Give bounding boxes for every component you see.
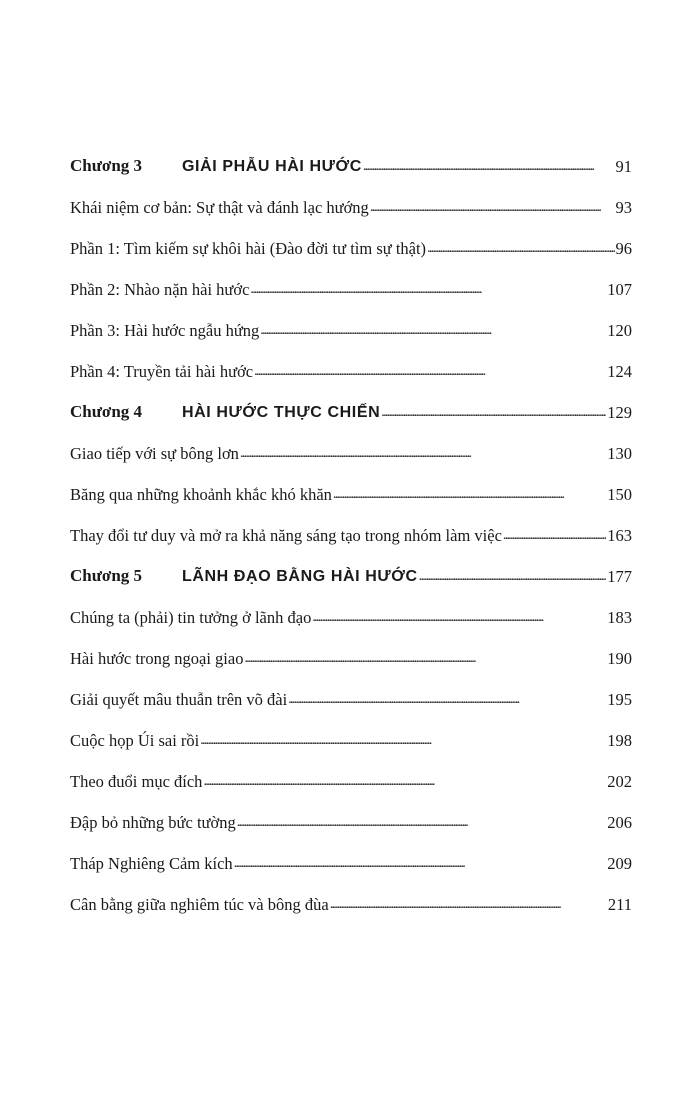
chapter-number: Chương 3: [70, 156, 143, 175]
dot-leader: [254, 362, 606, 382]
toc-entry-row: [70, 427, 632, 468]
toc-entry-title: Thay đổi tư duy và mở ra khả năng sáng tạo trong nhóm làm việc: [70, 526, 502, 545]
toc-chapter-row: [70, 140, 632, 181]
dot-leader: [200, 731, 606, 751]
dot-leader: [330, 895, 607, 915]
dot-leader: [288, 690, 606, 710]
dot-leader: [312, 608, 606, 628]
dot-leader: [333, 485, 606, 505]
toc-entry-title: Phần 3: Hài hước ngẫu hứng: [70, 321, 260, 340]
table-of-contents: [70, 140, 632, 919]
page-number: 190: [607, 649, 632, 668]
toc-entry-title: Khái niệm cơ bản: Sự thật và đánh lạc hướng: [70, 198, 369, 217]
dot-leader: [260, 321, 606, 341]
page-number: 195: [607, 690, 632, 709]
toc-chapter-heading: [70, 402, 380, 423]
toc-entry-title: Chúng ta (phải) tin tưởng ở lãnh đạo: [70, 608, 312, 627]
page-number: 124: [607, 362, 632, 381]
chapter-title: GIẢI PHẪU HÀI HƯỚC: [182, 158, 362, 175]
toc-entry-row: [70, 632, 632, 673]
page-number: 91: [615, 157, 632, 176]
toc-entry-title: Theo đuổi mục đích: [70, 772, 203, 791]
toc-entry-title: Cuộc họp Úi sai rồi: [70, 731, 200, 750]
toc-entry-row: [70, 755, 632, 796]
chapter-number: Chương 5: [70, 566, 143, 585]
dot-leader: [427, 239, 614, 259]
toc-entry-title: Phần 1: Tìm kiếm sự khôi hài (Đào đời tư tìm sự thật): [70, 239, 427, 258]
toc-entry-title: Đập bỏ những bức tường: [70, 813, 236, 832]
page-number: 120: [607, 321, 632, 340]
toc-chapter-heading: [70, 566, 418, 587]
toc-entry-row: [70, 304, 632, 345]
toc-chapter-row: [70, 386, 632, 427]
toc-entry-title: Phần 4: Truyền tải hài hước: [70, 362, 254, 381]
page-number: 183: [607, 608, 632, 627]
dot-leader: [244, 649, 606, 669]
toc-chapter-row: [70, 550, 632, 591]
toc-entry-row: [70, 181, 632, 222]
toc-entry-row: [70, 509, 632, 550]
toc-entry-row: [70, 837, 632, 878]
page-number: 150: [607, 485, 632, 504]
chapter-title: LÃNH ĐẠO BẰNG HÀI HƯỚC: [182, 568, 418, 585]
page-number: 198: [607, 731, 632, 750]
toc-entry-title: Hài hước trong ngoại giao: [70, 649, 244, 668]
toc-entry-row: [70, 263, 632, 304]
toc-entry-title: Cân bằng giữa nghiêm túc và bông đùa: [70, 895, 329, 914]
toc-entry-title: Băng qua những khoảnh khắc khó khăn: [70, 485, 332, 504]
toc-entry-row: [70, 468, 632, 509]
dot-leader: [237, 813, 607, 833]
page-number: 202: [607, 772, 632, 791]
toc-entry-row: [70, 714, 632, 755]
dot-leader: [381, 403, 606, 423]
dot-leader: [419, 567, 607, 587]
toc-entry-row: [70, 878, 632, 919]
page-number: 177: [607, 567, 632, 586]
dot-leader: [363, 157, 615, 177]
toc-entry-row: [70, 345, 632, 386]
toc-entry-title: Giải quyết mâu thuẫn trên võ đài: [70, 690, 288, 709]
dot-leader: [503, 526, 606, 546]
toc-entry-row: [70, 591, 632, 632]
dot-leader: [234, 854, 607, 874]
page-number: 206: [607, 813, 632, 832]
toc-chapter-heading: [70, 156, 362, 177]
toc-entry-row: [70, 222, 632, 263]
page-number: 163: [607, 526, 632, 545]
chapter-title: HÀI HƯỚC THỰC CHIẾN: [182, 404, 381, 421]
page-number: 107: [607, 280, 632, 299]
page-number: 93: [615, 198, 632, 217]
dot-leader: [203, 772, 606, 792]
dot-leader: [370, 198, 615, 218]
page-number: 129: [607, 403, 632, 422]
dot-leader: [250, 280, 606, 300]
page-number: 211: [607, 895, 632, 914]
page-number: 130: [607, 444, 632, 463]
dot-leader: [240, 444, 606, 464]
toc-entry-row: [70, 796, 632, 837]
page-number: 209: [607, 854, 632, 873]
toc-entry-row: [70, 673, 632, 714]
toc-entry-title: Tháp Nghiêng Cảm kích: [70, 854, 233, 873]
chapter-number: Chương 4: [70, 402, 143, 421]
toc-entry-title: Giao tiếp với sự bông lơn: [70, 444, 239, 463]
page-number: 96: [615, 239, 632, 258]
toc-entry-title: Phần 2: Nhào nặn hài hước: [70, 280, 250, 299]
